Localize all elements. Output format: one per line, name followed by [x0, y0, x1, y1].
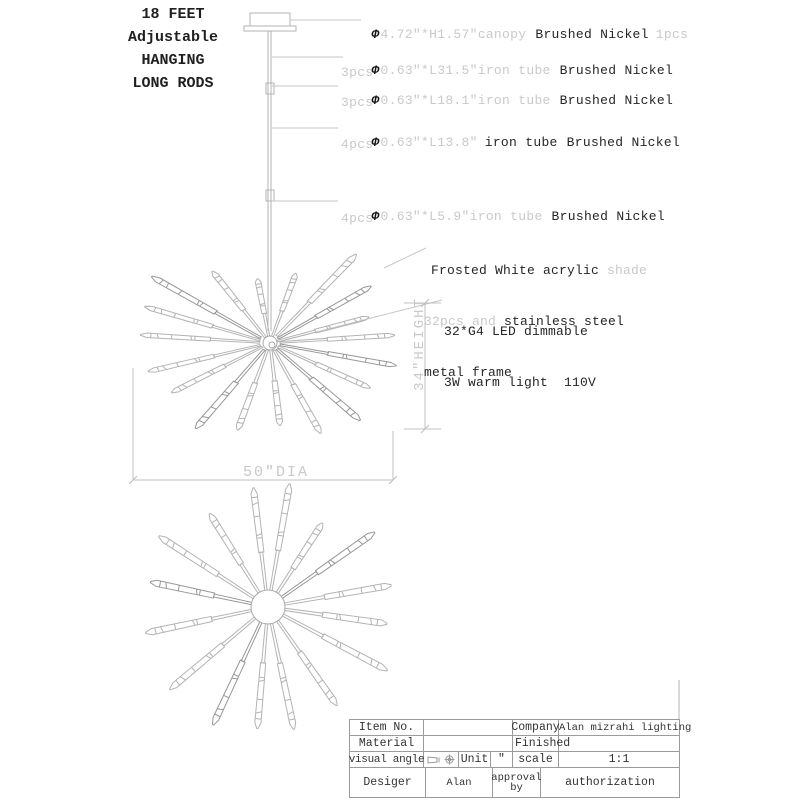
diameter-symbol: Φ	[371, 135, 380, 150]
finished-label: Finished	[515, 737, 571, 750]
annotation-dim: 0.63"*L31.5"iron tube	[380, 63, 551, 78]
annotation-dim: 0.63"*L5.9"iron tube	[380, 209, 543, 224]
designer-value: Alan	[426, 768, 493, 797]
annotation-dim: 0.63"*L13.8"	[380, 135, 478, 150]
shade-note-line: Frosted White acrylic shade	[431, 263, 648, 278]
visual-angle-icons	[424, 752, 459, 767]
annotation-finish: Brushed Nickel	[535, 27, 649, 42]
annotation-finish: Brushed Nickel	[559, 93, 674, 108]
unit-label: Unit	[459, 752, 491, 767]
annotation-tube-13-8	[339, 120, 680, 165]
scale-label: scale	[513, 752, 559, 767]
title-line: LONG RODS	[132, 75, 214, 92]
diameter-symbol: Φ	[371, 63, 380, 78]
led-note-line: 32*G4 LED dimmable	[444, 324, 589, 339]
diameter-symbol: Φ	[371, 209, 380, 224]
item-no-label: Item No.	[350, 720, 424, 735]
unit-value: ″	[491, 752, 513, 767]
annotation-finish: Brushed Nickel	[559, 63, 674, 78]
title-line: HANGING	[141, 52, 205, 69]
table-row	[350, 768, 679, 797]
led-note-line: 3W warm light 110V	[444, 375, 597, 390]
cone-side-view-icon	[427, 755, 441, 765]
authorization-label: authorization	[565, 776, 655, 789]
approval-by-label: approval by	[493, 768, 541, 797]
company-value: Alan mizrahi lighting	[559, 721, 692, 734]
material-label: Material	[350, 736, 424, 751]
annotation-dim: 4.72"*H1.57"canopy	[380, 27, 527, 42]
diameter-dimension-label: 50"DIA	[243, 464, 310, 481]
table-row	[350, 752, 679, 768]
height-dimension-label: 34"HEIGHT	[412, 297, 428, 391]
shade-note-line: metal frame	[424, 365, 513, 380]
annotation-dim: 0.63"*L18.1"iron tube	[380, 93, 551, 108]
top-view-drawing	[145, 483, 392, 730]
annotation-material: iron tube	[484, 135, 558, 150]
annotation-finish: Brushed Nickel	[551, 209, 665, 224]
scale-value: 1:1	[608, 753, 630, 766]
annotation-finish: Brushed Nickel	[566, 135, 681, 150]
finished-value	[559, 736, 679, 751]
led-note	[444, 289, 596, 425]
annotation-qty: 3pcs	[341, 95, 374, 110]
annotation-qty: 1pcs	[655, 27, 689, 42]
designer-label: Desiger	[350, 768, 426, 797]
annotation-qty: 4pcs	[341, 211, 374, 226]
title-line: Adjustable	[127, 29, 218, 46]
table-row	[350, 720, 692, 736]
dimension-lines	[129, 299, 441, 484]
diameter-symbol: Φ	[371, 93, 380, 108]
material-value	[424, 736, 513, 751]
annotation-qty: 4pcs	[341, 137, 374, 152]
table-row	[350, 736, 679, 752]
side-view-drawing	[140, 253, 397, 434]
crosshair-circle-icon	[444, 754, 455, 765]
item-no-value	[424, 720, 513, 735]
annotation-tube-18-1	[339, 78, 673, 123]
page-title	[116, 3, 230, 95]
visual-angle-label: visual angle	[348, 753, 425, 766]
title-line: 18 FEET	[141, 6, 205, 23]
shade-note-line: 32pcs and stainless steel	[424, 314, 625, 329]
annotation-qty: 3pcs	[341, 65, 374, 80]
company-label: Company	[511, 721, 560, 734]
title-block-table	[348, 719, 692, 798]
diameter-symbol: Φ	[371, 27, 380, 42]
